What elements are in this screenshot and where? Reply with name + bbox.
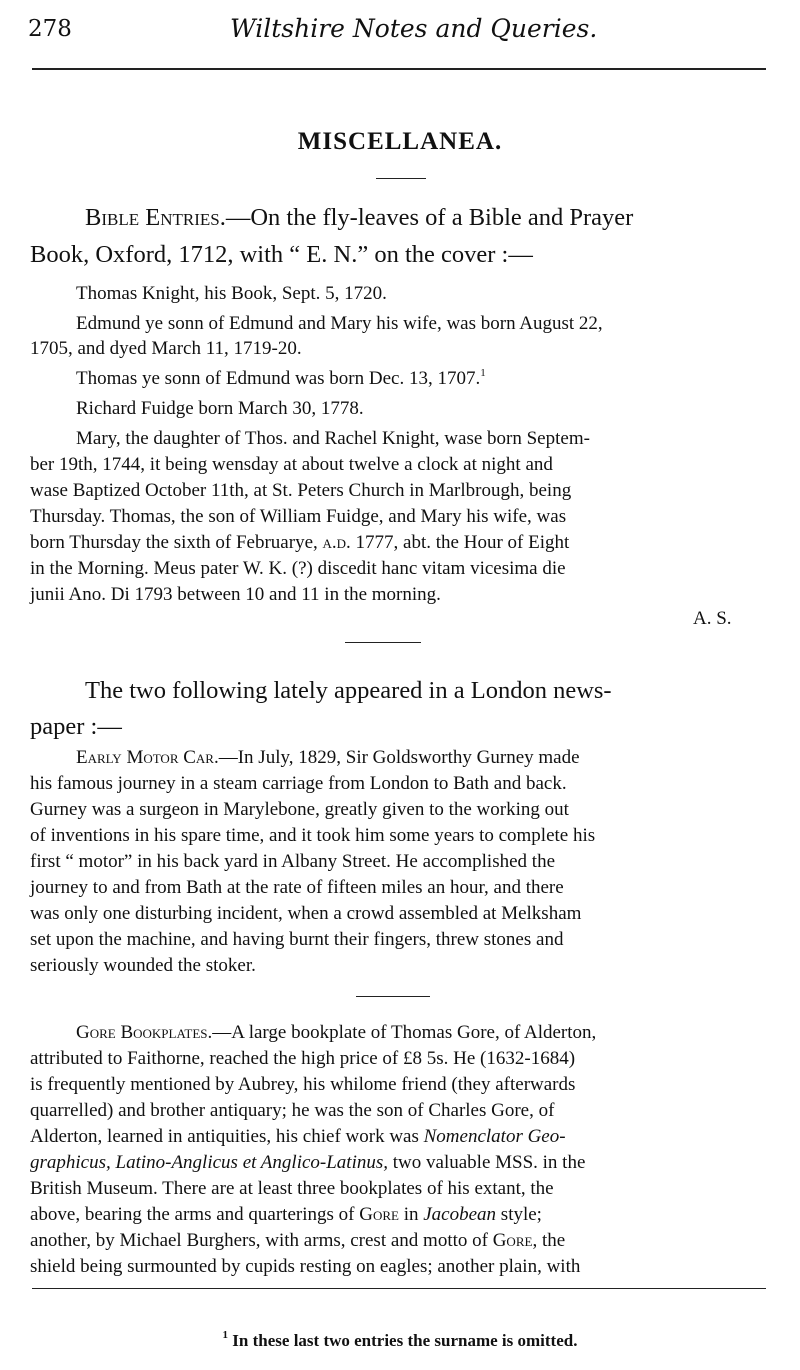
bible-entry-5e: born Thursday the sixth of Februarye, a.d. 1777, abt. the Hour of Eight <box>30 532 570 553</box>
page-number: 278 <box>28 16 72 42</box>
gore-line-1: Gore Bookplates.—A large bookplate of Thomas Gore, of Alderton, <box>76 1022 597 1043</box>
bible-entry-5g: junii Ano. Di 1793 between 10 and 11 in the morning. <box>30 584 441 605</box>
bible-intro-line-1: Bible Entries.—On the fly-leaves of a Bible and Prayer <box>85 204 634 231</box>
gore-line-9: another, by Michael Burghers, with arms, crest and motto of Gore, the <box>30 1230 566 1251</box>
bible-entry-3: Thomas ye sonn of Edmund was born Dec. 13, 1707.$^1$ <box>76 367 486 389</box>
footnote-marker: 1 <box>480 367 486 379</box>
title-divider <box>376 178 426 179</box>
footnote <box>0 1331 800 1351</box>
gore-heading: Gore Bookplates <box>76 1022 208 1043</box>
motor-line-4: of inventions in his spare time, and it took him some years to complete his <box>30 825 596 846</box>
bible-entry-5a: Mary, the daughter of Thos. and Rachel Knight, wase born Septem- <box>76 428 590 449</box>
motor-line-3: Gurney was a surgeon in Marylebone, greatly given to the working out <box>30 799 569 820</box>
motor-line-5: first “ motor” in his back yard in Albany Street. He accomplished the <box>30 851 555 872</box>
news-intro-line-1: The two following lately appeared in a London news- <box>85 677 612 704</box>
bible-entry-1: Thomas Knight, his Book, Sept. 5, 1720. <box>76 283 387 304</box>
footnote-text: In these last two entries the surname is omitted. <box>232 1331 578 1350</box>
bible-entry-5c: wase Baptized October 11th, at St. Peters Church in Marlbrough, being <box>30 480 572 501</box>
gore-line-6: graphicus, Latino-Anglicus et Anglico-Latinus, two valuable MSS. in the <box>30 1152 586 1173</box>
bible-entry-4: Richard Fuidge born March 30, 1778. <box>76 398 364 419</box>
gore-line-10: shield being surmounted by cupids resting on eagles; another plain, with <box>30 1256 581 1277</box>
gore-line-2: attributed to Faithorne, reached the high price of £8 5s. He (1632-1684) <box>30 1048 576 1069</box>
divider-2 <box>356 996 430 997</box>
news-intro-line-2: paper :— <box>30 713 122 740</box>
gore-line-5: Alderton, learned in antiquities, his chief work was Nomenclator Geo- <box>30 1126 566 1147</box>
gore-line-7: British Museum. There are at least three bookplates of his extant, the <box>30 1178 554 1199</box>
motor-heading: Early Motor Car <box>76 747 214 768</box>
section-title: MISCELLANEA. <box>297 128 503 155</box>
gore-line-3: is frequently mentioned by Aubrey, his whilome friend (they afterwards <box>30 1074 576 1095</box>
bible-intro-line-2: Book, Oxford, 1712, with “ E. N.” on the cover :— <box>30 241 533 268</box>
bible-entry-5d: Thursday. Thomas, the son of William Fuidge, and Mary his wife, was <box>30 506 567 527</box>
header-rule <box>32 68 766 70</box>
motor-line-1: Early Motor Car.—In July, 1829, Sir Goldsworthy Gurney made <box>76 747 580 768</box>
motor-line-8: set upon the machine, and having burnt their fingers, threw stones and <box>30 929 564 950</box>
motor-line-2: his famous journey in a steam carriage from London to Bath and back. <box>30 773 567 794</box>
footnote-rule <box>32 1288 766 1289</box>
motor-line-6: journey to and from Bath at the rate of fifteen miles an hour, and there <box>30 877 564 898</box>
motor-line-9: seriously wounded the stoker. <box>30 955 256 976</box>
bible-signature: A. S. <box>693 608 732 629</box>
gore-line-8: above, bearing the arms and quarterings of Gore in Jacobean style; <box>30 1204 542 1225</box>
bible-entry-2a: Edmund ye sonn of Edmund and Mary his wife, was born August 22, <box>76 313 603 334</box>
bible-entry-5b: ber 19th, 1744, it being wensday at about twelve a clock at night and <box>30 454 553 475</box>
bible-entry-5f: in the Morning. Meus pater W. K. (?) discedit hanc vitam vicesima die <box>30 558 566 579</box>
divider-1 <box>345 642 421 643</box>
bible-entry-2b: 1705, and dyed March 11, 1719-20. <box>30 338 302 359</box>
gore-line-4: quarrelled) and brother antiquary; he was the son of Charles Gore, of <box>30 1100 555 1121</box>
bible-heading: Bible Entries <box>85 204 220 231</box>
footnote-number: 1 <box>222 1329 229 1341</box>
running-title: Wiltshire Notes and Queries. <box>230 14 598 43</box>
motor-line-7: was only one disturbing incident, when a crowd assembled at Melksham <box>30 903 582 924</box>
